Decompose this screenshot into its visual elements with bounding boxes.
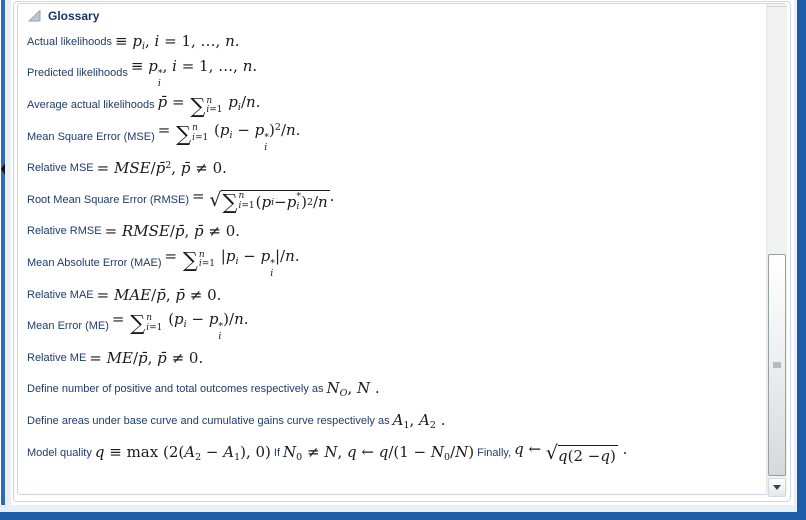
- glossary-row: [27, 152, 757, 184]
- window-edge-bottom: [0, 512, 806, 520]
- row-label: Average actual likelihoods: [27, 98, 155, 111]
- row-math: = √ ∑ n i=1 ( p i − p * i ) 2 / n .: [192, 186, 335, 214]
- row-label: Model quality: [27, 446, 92, 459]
- row-math: ≡ $p_i$, i = 1, …, n.: [115, 31, 240, 52]
- row-math: = ∑ n i=1 ($p_i - p$ * i )$^2$/n.: [157, 120, 301, 153]
- row-math: = ∑ n i=1 $|p_i - p$ * i |/n.: [164, 246, 300, 279]
- row-label: Define areas under base curve and cumulative gains curve respectively as: [27, 414, 390, 427]
- scrollbar-grip-icon: [773, 363, 781, 368]
- glossary-row: [27, 310, 757, 342]
- row-label: Mean Square Error (MSE): [27, 130, 155, 143]
- collapse-triangle-icon[interactable]: [28, 10, 41, 22]
- row-math: = RMSE/p̄, p̄ ≠ 0.: [104, 222, 241, 241]
- row-math: = MSE/p̄$^2$, p̄ ≠ 0.: [96, 159, 227, 178]
- row-label: Mean Error (ME): [27, 320, 109, 333]
- bottom-band: [0, 505, 797, 512]
- row-label: Relative MAE: [27, 288, 94, 301]
- row-label: Define number of positive and total outcomes respectively as: [27, 383, 324, 396]
- scrollbar-thumb[interactable]: [768, 254, 786, 476]
- glossary-row: [27, 374, 757, 406]
- row-label: If: [273, 446, 281, 459]
- glossary-row: [27, 437, 757, 469]
- left-band: [5, 0, 11, 505]
- row-math: $A_1$, $A_2$ .: [392, 410, 446, 431]
- row-math: $N_0 \ne N$, q ← $q/(1 - N_0/N)$: [283, 442, 475, 463]
- glossary-title: Glossary: [48, 9, 100, 23]
- glossary-row: [27, 216, 757, 248]
- glossary-list: [27, 26, 757, 468]
- row-math: = MAE/p̄, p̄ ≠ 0.: [96, 285, 222, 304]
- row-math: q ← √ q (2 − q ) .: [514, 440, 628, 465]
- row-label: Relative RMSE: [27, 225, 102, 238]
- glossary-row: [27, 121, 757, 153]
- scrollbar-top-line: [767, 6, 787, 7]
- row-label: Actual likelihoods: [27, 35, 112, 48]
- row-math: $N_O$, N .: [326, 379, 380, 400]
- window-edge-right: [797, 0, 806, 520]
- row-label: Root Mean Square Error (RMSE): [27, 193, 189, 206]
- scroll-down-button[interactable]: [768, 478, 786, 497]
- glossary-section-header[interactable]: [28, 9, 99, 23]
- row-math: $q \equiv \max (2(A_2 - A_1)$, 0): [94, 442, 271, 463]
- row-label: Mean Absolute Error (MAE): [27, 256, 162, 269]
- row-math: = ME/p̄, p̄ ≠ 0.: [89, 348, 204, 367]
- chevron-down-icon: [773, 485, 781, 490]
- row-label: Relative ME: [27, 351, 87, 364]
- glossary-row: [27, 279, 757, 311]
- row-label: Finally,: [477, 446, 512, 459]
- glossary-row: [27, 405, 757, 437]
- row-label: Predicted likelihoods: [27, 67, 128, 80]
- row-math: ≡ p * i , i = 1, …, n.: [130, 57, 258, 90]
- glossary-row: [27, 247, 757, 279]
- row-label: Relative MSE: [27, 162, 94, 175]
- row-math: p̄ = ∑ n i=1 $p_i/n$.: [157, 92, 261, 118]
- glossary-row: [27, 184, 757, 216]
- vertical-scrollbar[interactable]: [766, 4, 787, 493]
- row-math: = ∑ n i=1 ($p_i - p$ * i )/n.: [111, 310, 249, 343]
- glossary-row: [27, 58, 757, 90]
- glossary-row: [27, 26, 757, 58]
- glossary-row: [27, 342, 757, 374]
- glossary-row: [27, 89, 757, 121]
